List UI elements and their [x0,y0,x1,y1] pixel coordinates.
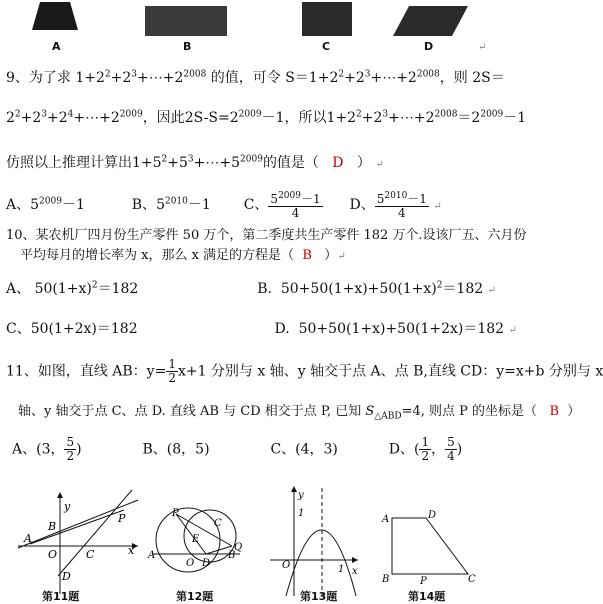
rectangle-shape-b [145,6,227,36]
svg-text:B: B [228,550,236,561]
figure-13 [264,484,364,600]
q10-answer: B [302,248,312,263]
shape-label-d: D [424,40,434,53]
svg-text:B: B [48,520,57,533]
q9-line3: 仿照以上推理计算出$1+5^2+5^3+\cdots+5^{2009}$的值是（ D ） ↵ [6,154,384,171]
svg-text:1: 1 [338,564,345,575]
shape-label-c: C [322,40,331,53]
svg-text:B: B [382,574,390,585]
svg-text:C: C [86,548,95,561]
svg-text:y: y [64,500,71,513]
trapezoid-shape-a [32,2,78,30]
svg-text:y: y [298,490,304,501]
figure-11-caption: 第11题 [42,590,80,603]
q10-line1: 10、某农机厂四月份生产零件 50 万个，第二季度共生产零件 182 万个.设该厂五、六月份 [6,228,527,243]
svg-text:P: P [118,512,126,525]
svg-text:A: A [382,514,390,525]
q9-options: A、$5^{2009}-1$ B、$5^{2010}-1$ C、 $\frac{5^{2009}-1}{4}$ D、 $\frac{5^{2010}-1}{4}$ ↵ [6,191,442,220]
figure-13-caption: 第13题 [300,590,338,603]
q11-line2: 轴、y 轴交于点 C、点 D. 直线 AB 与 CD 相交于点 P, 已知 $S_{\triangle ABD}=4$, 则点 P 的坐标是（ B ） [18,404,581,422]
svg-text:D: D [62,570,71,583]
figure-11 [10,484,150,600]
shape-label-b: B [183,40,192,53]
top-shapes-figure [0,0,560,56]
svg-text:A: A [24,532,32,545]
q11-options: A、(3， $\frac{5}{2}$ ) B、(8，5) C、(4，3) D、( $\frac{1}{2}$ ， $\frac{5}{4}$ ) [12,435,463,463]
q10-options-cd: C、50(1+2x)＝182 D. 50+50(1+x)+50(1+2x)＝182 ↵ [6,321,517,337]
svg-text:D: D [202,558,211,569]
paragraph-mark: ↵ [478,42,487,53]
svg-text:C: C [214,518,222,529]
q9-line2: $2^2+2^3+2^4+\cdots+2^{2009}$，因此$2S-S=2^{2009}-1$，所以$1+2^2+2^3+\cdots+2^{2008}=2^{2009}-1$ [6,109,527,126]
q10-options-ab: A、 $50(1+x)^2=182$ B. $50+50(1+x)+50(1+x)^2=182$ ↵ [6,280,496,297]
figure-12-caption: 第12题 [176,590,214,603]
svg-text:O: O [186,558,195,569]
svg-text:x: x [128,544,135,557]
svg-text:O: O [48,548,58,561]
q11-line1: 11、如图，直线 AB：y= $\frac{1}{2}$ x+1 分别与 x 轴、y 轴交于点 A、点 B,直线 CD：y=x+b 分别与 x [6,357,603,385]
svg-text:D: D [428,510,437,521]
shape-label-a: A [52,40,61,53]
square-shape-c [302,2,352,36]
svg-text:C: C [468,574,476,585]
svg-text:Q: Q [234,542,243,553]
svg-text:O: O [282,560,291,571]
svg-text:E: E [192,534,200,545]
figure-12 [148,496,248,600]
svg-text:x: x [352,566,358,577]
svg-text:P: P [420,576,427,587]
parallelogram-shape-d [393,6,468,36]
svg-text:P: P [172,508,179,519]
svg-text:A: A [148,550,156,561]
q9-answer: D [332,155,344,171]
q11-answer: B [549,404,559,419]
q9-line1: 9、为了求 $1+2^2+2^3+\cdots+2^{2008}$ 的值，可令 $S=1+2^2+2^3+\cdots+2^{2008}$，则 2S＝ [6,69,505,86]
figure-14 [378,504,478,600]
figure-14-caption: 第14题 [408,590,446,603]
svg-text:1: 1 [298,508,305,519]
q10-line2: 平均每月的增长率为 x，那么 x 满足的方程是（ B ）↵ [20,248,346,263]
